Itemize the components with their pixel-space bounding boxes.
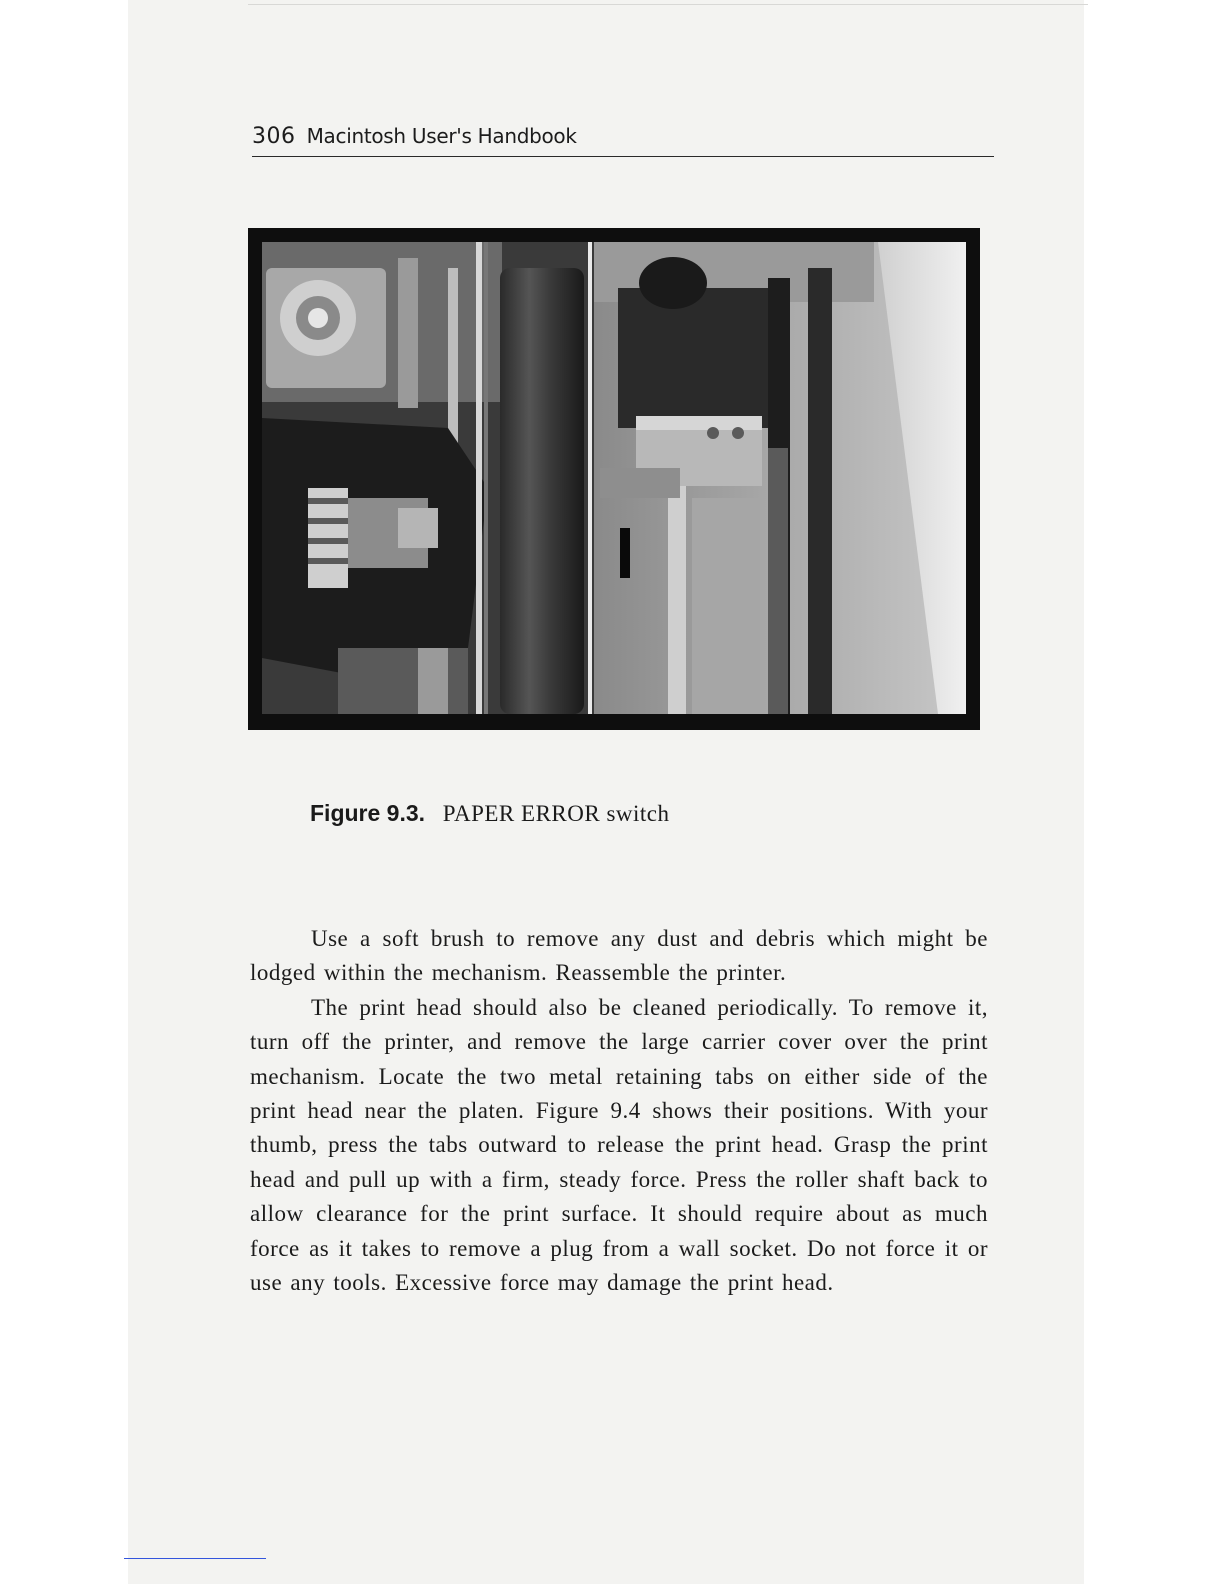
book-title: Macintosh User's Handbook (306, 124, 577, 148)
page-number: 306 (252, 124, 296, 149)
printer-mechanism-photo (248, 228, 980, 730)
running-head (252, 124, 994, 157)
figure-caption (310, 800, 670, 827)
bottom-scan-mark (124, 1558, 266, 1559)
figure-label: Figure 9.3. (310, 800, 426, 826)
page-top-rule (248, 4, 1088, 5)
paragraph: Use a soft brush to remove any dust and debris which might be lodged within the mechanism. Reassemble the printer. (250, 926, 988, 986)
figure-caption-text: PAPER ERROR switch (442, 801, 670, 826)
paragraph: The print head should also be cleaned periodically. To remove it, turn off the printer, and remove the large carrier cover over the print mechanism. Locate the two metal retaining tabs on either side of the print head near the platen. Figure 9.4 shows their positions. With your thumb, press the tabs outward to release the print head. Grasp the print head and pull up with a firm, steady force. Press the roller shaft back to allow clearance for the print surface. It should require about as much force as it takes to remove a plug from a wall socket. Do not force it or use any tools. Excessive force may damage the print head. (250, 994, 988, 1296)
body-text (250, 922, 988, 1300)
